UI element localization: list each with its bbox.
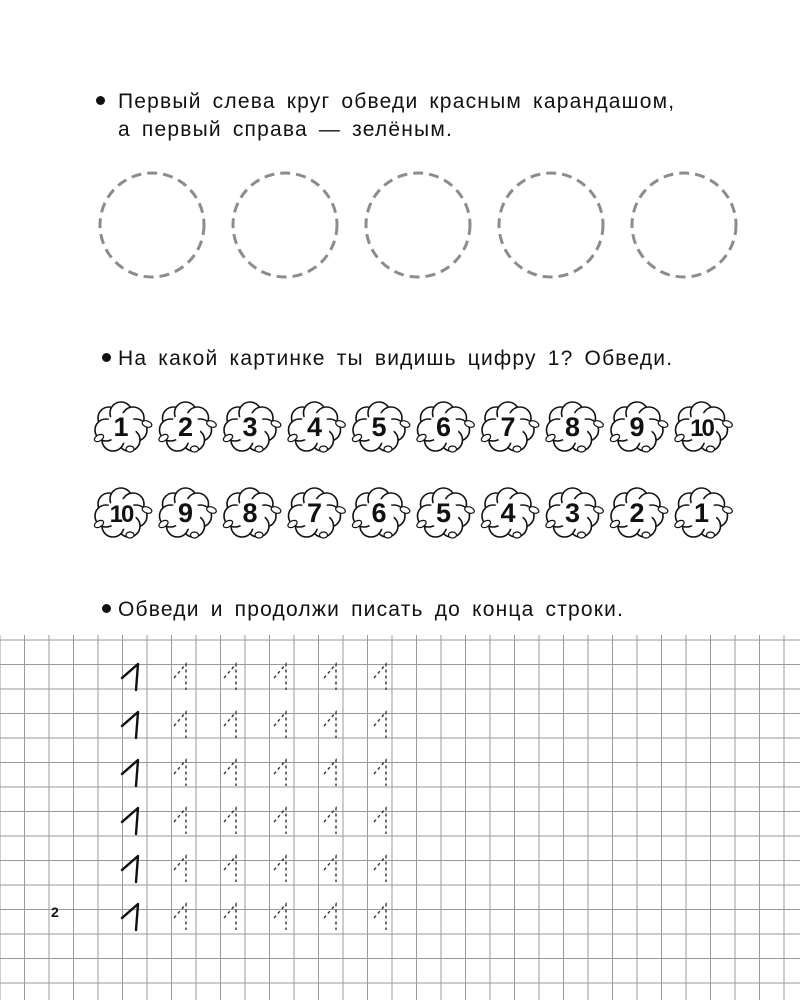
dashed-circle-5[interactable] [632, 173, 736, 277]
flower-number: 8 [242, 498, 258, 528]
flower-1-10[interactable] [674, 402, 734, 452]
trace-digit-3-4[interactable] [324, 760, 336, 786]
trace-digit-3-2[interactable] [224, 760, 236, 786]
flower-number: 5 [435, 498, 452, 528]
flower-number: 8 [564, 412, 581, 442]
flower-1-9[interactable] [609, 402, 669, 452]
sample-digit-1 [122, 664, 138, 690]
task-3-line: Обведи и продолжи писать до конца строки. [118, 598, 625, 621]
flower-number: 7 [306, 498, 323, 528]
flower-number: 2 [629, 498, 645, 528]
dashed-circle-3[interactable] [366, 173, 470, 277]
flower-number: 5 [371, 412, 387, 442]
task-2-instruction [96, 345, 673, 373]
flower-number: 10 [109, 501, 133, 528]
flower-number: 10 [690, 415, 713, 442]
trace-digit-1-3[interactable] [274, 664, 286, 690]
trace-digit-6-5[interactable] [374, 904, 386, 930]
trace-digit-1-5[interactable] [374, 664, 386, 690]
trace-digit-5-2[interactable] [224, 856, 236, 882]
dashed-circle-1[interactable] [100, 173, 204, 277]
flower-2-10[interactable] [674, 488, 734, 538]
flower-1-4[interactable] [287, 402, 347, 452]
flower-1-6[interactable] [416, 402, 476, 452]
sample-digit-5 [122, 856, 138, 882]
trace-digit-1-4[interactable] [324, 664, 336, 690]
flower-number: 4 [306, 412, 323, 442]
flower-number: 4 [500, 498, 516, 528]
trace-digit-2-2[interactable] [224, 712, 236, 738]
trace-digit-2-5[interactable] [374, 712, 386, 738]
trace-digit-2-3[interactable] [274, 712, 286, 738]
flower-number: 1 [113, 412, 129, 442]
task-1-line-2: а первый справа — зелёным. [118, 118, 454, 141]
flower-2-4[interactable] [287, 488, 347, 538]
sample-digit-2 [122, 712, 138, 738]
flower-number: 9 [629, 412, 645, 442]
flower-number: 3 [564, 498, 581, 528]
flower-1-8[interactable] [545, 402, 605, 452]
page-number: 2 [51, 904, 59, 920]
trace-digit-5-5[interactable] [374, 856, 386, 882]
trace-digit-3-1[interactable] [174, 760, 186, 786]
flower-1-3[interactable] [222, 402, 282, 452]
trace-digit-2-1[interactable] [174, 712, 186, 738]
trace-digit-2-4[interactable] [324, 712, 336, 738]
dashed-circle-4[interactable] [499, 173, 603, 277]
trace-digit-6-2[interactable] [224, 904, 236, 930]
practice-grid [0, 635, 800, 1000]
trace-digit-6-4[interactable] [324, 904, 336, 930]
flower-1-1[interactable] [93, 402, 153, 452]
sample-digit-6 [122, 904, 138, 930]
flower-number: 7 [500, 412, 516, 442]
flower-number: 1 [693, 498, 710, 528]
trace-digit-6-3[interactable] [274, 904, 286, 930]
flower-2-5[interactable] [351, 488, 411, 538]
sample-digit-3 [122, 760, 138, 786]
flower-number: 3 [242, 412, 258, 442]
trace-digit-3-5[interactable] [374, 760, 386, 786]
trace-digit-1-1[interactable] [174, 664, 186, 690]
flower-2-2[interactable] [158, 488, 218, 538]
trace-digit-5-4[interactable] [324, 856, 336, 882]
flower-number: 6 [371, 498, 387, 528]
task-1-instruction [96, 88, 675, 144]
flower-2-8[interactable] [545, 488, 605, 538]
flower-1-7[interactable] [480, 402, 540, 452]
flower-1-5[interactable] [351, 402, 411, 452]
dashed-circles-row [0, 165, 800, 285]
flower-2-9[interactable] [609, 488, 669, 538]
flower-row-1 [0, 398, 800, 458]
trace-digit-6-1[interactable] [174, 904, 186, 930]
flower-number: 6 [435, 412, 452, 442]
task-1-line-1: Первый слева круг обведи красным карандашом, [118, 90, 676, 113]
flower-2-1[interactable] [93, 488, 153, 538]
trace-digit-5-3[interactable] [274, 856, 286, 882]
trace-digit-3-3[interactable] [274, 760, 286, 786]
flower-number: 2 [177, 412, 194, 442]
flower-2-7[interactable] [480, 488, 540, 538]
task-3-instruction [96, 596, 624, 624]
flower-1-2[interactable] [158, 402, 218, 452]
trace-digit-1-2[interactable] [224, 664, 236, 690]
flower-row-2 [0, 484, 800, 544]
task-2-line: На какой картинке ты видишь цифру 1? Обведи. [118, 347, 674, 370]
trace-digit-5-1[interactable] [174, 856, 186, 882]
flower-number: 9 [177, 498, 194, 528]
dashed-circle-2[interactable] [233, 173, 337, 277]
flower-2-3[interactable] [222, 488, 282, 538]
flower-2-6[interactable] [416, 488, 476, 538]
